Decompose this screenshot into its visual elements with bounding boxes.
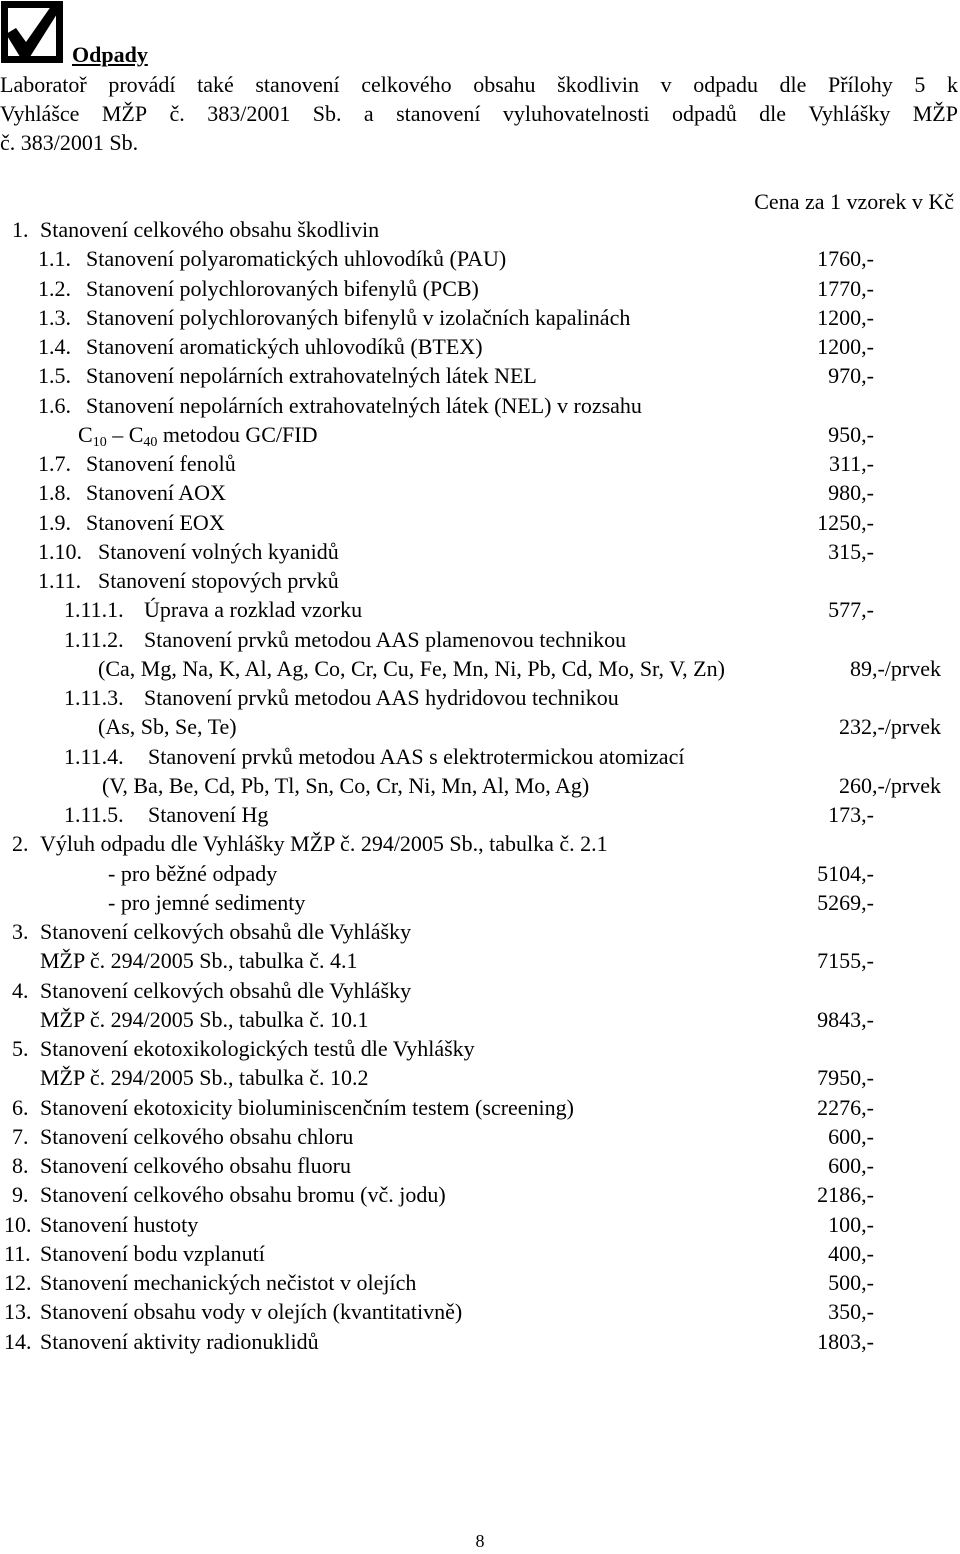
item-price: 400,- <box>828 1240 874 1266</box>
item-number: 1.3. <box>38 304 71 330</box>
item-number: 3. <box>12 919 29 944</box>
item-price: 1770,- <box>817 275 874 301</box>
item-price: 232,-/prvek <box>838 714 941 740</box>
item-number: 8. <box>12 1153 29 1178</box>
range-sub1: 10 <box>92 434 107 450</box>
item-price: 311,- <box>828 451 874 476</box>
list-item <box>0 478 960 507</box>
list-item <box>0 1297 960 1326</box>
intro-word: Vyhlášky <box>808 101 891 126</box>
range-c2: C <box>128 421 144 447</box>
price-column-header: Cena za 1 vzorek v Kč <box>754 189 954 214</box>
intro-word: č. <box>169 101 185 126</box>
list-item <box>0 1122 960 1151</box>
list-item <box>0 1210 960 1239</box>
list-item <box>0 244 960 273</box>
item-label: Stanovení Hg <box>148 802 269 827</box>
item-price: 600,- <box>828 1153 874 1178</box>
intro-word: Sb. <box>312 101 342 126</box>
item-price: 980,- <box>828 480 874 506</box>
item-label: Stanovení ekotoxikologických testů dle Vyhlášky <box>40 1036 475 1061</box>
item-label: Stanovení EOX <box>86 509 225 535</box>
list-item <box>0 859 960 888</box>
item-price: 1760,- <box>817 246 874 272</box>
item-label: Stanovení polychlorovaných bifenylů v izolačních kapalinách <box>86 304 631 330</box>
item-label: Stanovení aktivity radionuklidů <box>40 1328 319 1354</box>
item-label: Stanovení celkových obsahů dle Vyhlášky <box>40 977 412 1003</box>
item-label: Stanovení celkových obsahů dle Vyhlášky <box>40 919 412 944</box>
item-label: Stanovení volných kyanidů <box>98 538 339 564</box>
item-number: 1.1. <box>38 246 71 272</box>
list-item <box>0 420 960 449</box>
item-price: 970,- <box>828 363 874 389</box>
item-price: 1200,- <box>817 304 874 330</box>
item-label: Stanovení celkového obsahu bromu (vč. jodu) <box>40 1182 446 1208</box>
list-item <box>0 215 960 244</box>
range-sub2: 40 <box>143 434 158 450</box>
item-number: 1.2. <box>38 275 71 301</box>
item-label: Úprava a rozklad vzorku <box>144 597 363 623</box>
item-label: Stanovení prvků metodou AAS plamenovou technikou <box>144 626 627 652</box>
intro-word: dle <box>759 101 787 126</box>
item-price: 350,- <box>828 1299 874 1325</box>
item-price: 577,- <box>828 597 874 623</box>
item-price: 500,- <box>828 1270 874 1295</box>
list-item <box>0 508 960 537</box>
list-item <box>0 654 960 683</box>
item-price: 1803,- <box>817 1328 874 1354</box>
item-label: Stanovení bodu vzplanutí <box>40 1240 265 1266</box>
section-title: Odpady <box>72 42 148 67</box>
item-price: 7155,- <box>817 948 874 974</box>
intro-word: odpadů <box>671 101 737 126</box>
item-number: 13. <box>4 1299 32 1325</box>
item-label: Stanovení stopových prvků <box>98 568 339 593</box>
page-number: 8 <box>475 1531 485 1551</box>
item-price: 9843,- <box>817 1006 874 1032</box>
item-number: 1.7. <box>38 451 71 476</box>
intro-word: MŽP <box>101 101 148 126</box>
list-item <box>0 303 960 332</box>
item-number: 1.11. <box>38 568 82 593</box>
range-c1: C <box>78 421 93 447</box>
list-item <box>0 683 960 712</box>
item-price: 315,- <box>828 538 874 564</box>
item-label: Výluh odpadu dle Vyhlášky MŽP č. 294/2005 Sb., tabulka č. 2.1 <box>40 831 608 857</box>
item-price: 100,- <box>828 1211 874 1237</box>
item-number: 1.5. <box>38 363 71 389</box>
item-label: Stanovení prvků metodou AAS hydridovou technikou <box>144 685 619 710</box>
intro-word: celkového <box>361 72 452 97</box>
item-number: 10. <box>4 1211 32 1237</box>
item-label: Stanovení AOX <box>86 480 226 506</box>
list-item <box>0 566 960 595</box>
list-item <box>0 274 960 303</box>
item-price: 2276,- <box>817 1094 874 1120</box>
item-number: 1.8. <box>38 480 71 506</box>
item-number: 11. <box>4 1240 31 1266</box>
list-item <box>0 1180 960 1209</box>
item-price: 89,-/prvek <box>849 655 941 681</box>
item-number: 1.10. <box>38 538 82 564</box>
list-item <box>0 976 960 1005</box>
range-method: metodou GC/FID <box>162 421 318 447</box>
item-number: 6. <box>12 1094 29 1120</box>
item-price: 173,- <box>828 802 874 827</box>
item-price: 1250,- <box>817 509 874 535</box>
intro-word: stanovení <box>255 72 340 97</box>
item-label: (Ca, Mg, Na, K, Al, Ag, Co, Cr, Cu, Fe, Mn, Ni, Pb, Cd, Mo, Sr, V, Zn) <box>98 655 725 681</box>
item-label: Stanovení polyaromatických uhlovodíků (PAU) <box>86 246 507 272</box>
range-dash: – <box>112 421 124 447</box>
item-number: 1.9. <box>38 509 71 535</box>
item-price: 1200,- <box>817 334 874 359</box>
item-label: Stanovení fenolů <box>86 451 236 476</box>
item-price: 5269,- <box>817 889 874 915</box>
intro-word: dle <box>779 72 807 97</box>
item-number: 1.11.2. <box>64 626 124 652</box>
item-label: - pro jemné sedimenty <box>108 889 306 915</box>
list-item <box>0 449 960 478</box>
item-number: 2. <box>12 831 29 857</box>
intro-word: Přílohy <box>828 72 893 97</box>
checkmark-logo-icon <box>0 0 64 64</box>
intro-line-3: č. 383/2001 Sb. <box>0 130 139 155</box>
item-label: MŽP č. 294/2005 Sb., tabulka č. 10.2 <box>40 1065 369 1091</box>
item-number: 12. <box>4 1270 32 1295</box>
intro-word: Laboratoř <box>0 72 87 97</box>
list-item <box>0 1151 960 1180</box>
intro-word: stanovení <box>396 101 481 126</box>
list-item <box>0 625 960 654</box>
list-item <box>0 888 960 917</box>
item-number: 1.6. <box>38 392 71 418</box>
list-item <box>0 742 960 771</box>
item-number: 4. <box>12 977 29 1003</box>
list-item <box>0 391 960 420</box>
item-label: Stanovení hustoty <box>40 1211 199 1237</box>
list-item <box>0 1093 960 1122</box>
list-item <box>0 1005 960 1034</box>
list-item <box>0 917 960 946</box>
list-item <box>0 829 960 858</box>
item-label: Stanovení obsahu vody v olejích (kvantitativně) <box>40 1299 463 1325</box>
list-item <box>0 771 960 800</box>
item-label: MŽP č. 294/2005 Sb., tabulka č. 10.1 <box>40 1006 369 1032</box>
intro-word: vyluhovatelnosti <box>502 101 650 126</box>
intro-word: odpadu <box>693 72 758 97</box>
intro-line-1 <box>0 70 958 99</box>
list-item <box>0 361 960 390</box>
list-item <box>0 1239 960 1268</box>
intro-word: a <box>363 101 374 126</box>
item-label: Stanovení nepolárních extrahovatelných látek (NEL) v rozsahu <box>86 392 642 418</box>
item-label: Stanovení aromatických uhlovodíků (BTEX) <box>86 334 483 359</box>
item-label: (V, Ba, Be, Cd, Pb, Tl, Sn, Co, Cr, Ni, Mn, Al, Mo, Ag) <box>102 772 590 798</box>
item-number: 7. <box>12 1123 29 1149</box>
list-item <box>0 712 960 741</box>
list-item <box>0 1063 960 1092</box>
item-number: 5. <box>12 1036 29 1061</box>
item-label: - pro běžné odpady <box>108 860 278 886</box>
intro-word: škodlivin <box>557 72 640 97</box>
intro-word: k <box>946 72 958 97</box>
item-number: 1.11.3. <box>64 685 124 710</box>
intro-word: Vyhlášce <box>0 101 80 126</box>
intro-word: obsahu <box>473 72 536 97</box>
item-label: Stanovení prvků metodou AAS s elektrotermickou atomizací <box>148 743 685 769</box>
item-price: 260,-/prvek <box>838 772 941 798</box>
item-label: Stanovení polychlorovaných bifenylů (PCB) <box>86 275 479 301</box>
list-item <box>0 595 960 624</box>
item-price: 600,- <box>828 1123 874 1149</box>
list-item <box>0 1034 960 1063</box>
list-item <box>0 946 960 975</box>
item-label: (As, Sb, Se, Te) <box>98 714 237 740</box>
item-label: Stanovení celkového obsahu fluoru <box>40 1153 351 1178</box>
intro-word: MŽP <box>912 101 958 126</box>
item-price: 7950,- <box>817 1065 874 1091</box>
item-number: 1.11.4. <box>64 743 124 769</box>
item-price: 2186,- <box>817 1182 874 1208</box>
item-number: 1. <box>12 217 29 242</box>
item-label: Stanovení celkového obsahu škodlivin <box>40 217 380 242</box>
intro-word: také <box>197 72 234 97</box>
list-item <box>0 800 960 829</box>
intro-word: v <box>660 72 672 97</box>
item-label: MŽP č. 294/2005 Sb., tabulka č. 4.1 <box>40 948 358 974</box>
item-number: 1.11.5. <box>64 802 124 827</box>
item-label: Stanovení nepolárních extrahovatelných látek NEL <box>86 363 537 389</box>
list-item <box>0 537 960 566</box>
list-item <box>0 332 960 361</box>
item-label: Stanovení ekotoxicity bioluminiscenčním testem (screening) <box>40 1094 574 1120</box>
item-number: 1.4. <box>38 334 71 359</box>
item-label: Stanovení celkového obsahu chloru <box>40 1123 354 1149</box>
intro-word: provádí <box>108 72 176 97</box>
item-number: 1.11.1. <box>64 597 124 623</box>
item-number: 9. <box>12 1182 29 1208</box>
item-number: 14. <box>4 1328 32 1354</box>
list-item <box>0 1268 960 1297</box>
item-price: 950,- <box>828 421 874 447</box>
item-price: 5104,- <box>817 860 874 886</box>
intro-word: 383/2001 <box>207 101 291 126</box>
intro-word: 5 <box>914 72 926 97</box>
list-item <box>0 1327 960 1356</box>
intro-line-2 <box>0 99 958 128</box>
item-label: Stanovení mechanických nečistot v olejích <box>40 1270 417 1295</box>
